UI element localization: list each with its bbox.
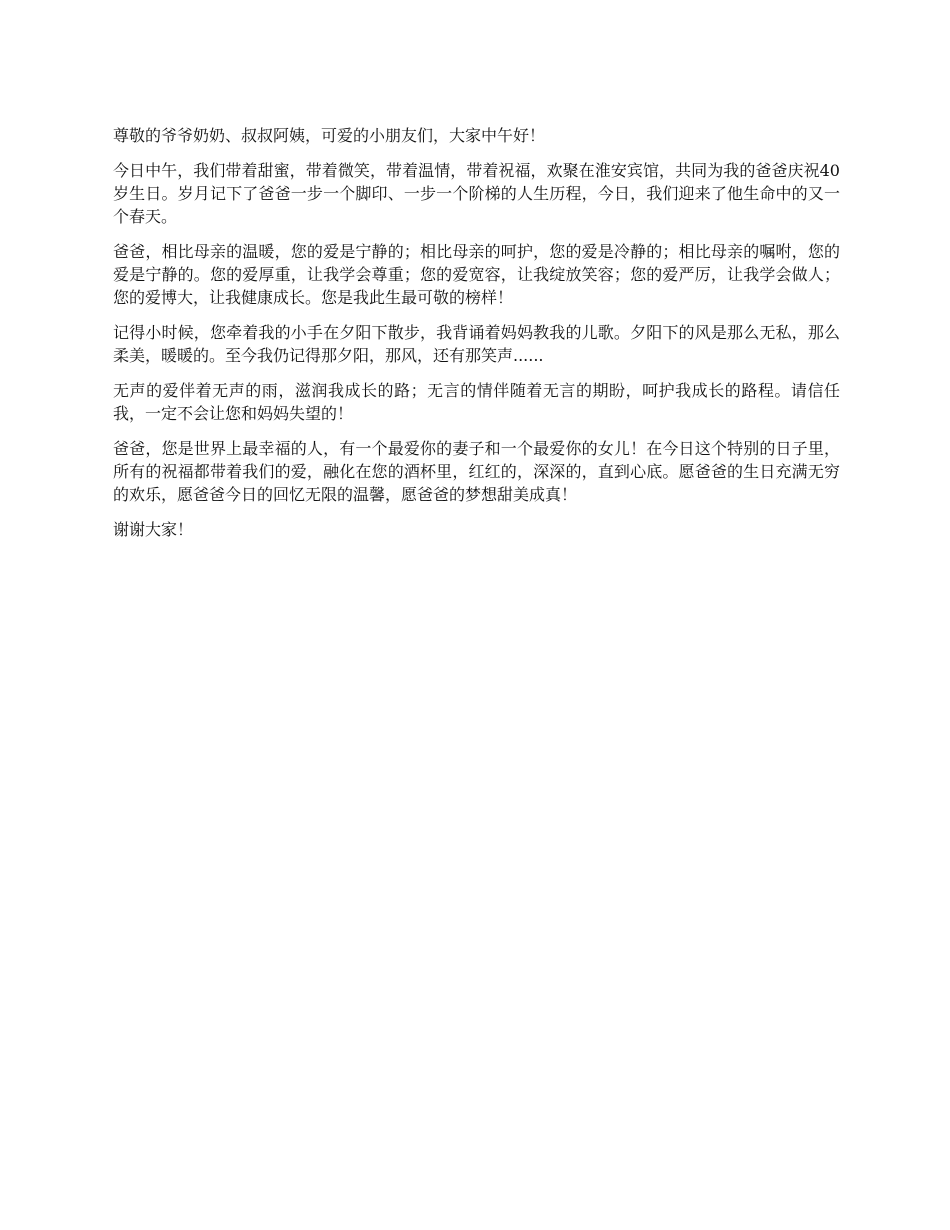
closing-paragraph: 谢谢大家！ xyxy=(113,520,194,539)
document-page xyxy=(113,124,840,553)
blessing-paragraph: 爸爸，您是世界上最幸福的人，有一个最爱你的妻子和一个最爱你的女儿！在今日这个特别的日子里，所有的祝福都带着我们的爱，融化在您的酒杯里，红红的，深深的，直到心底。愿爸爸的生日充满无穷的欢乐，愿爸爸今日的回忆无限的温馨，愿爸爸的梦想甜美成真！ xyxy=(113,439,840,504)
promise-paragraph: 无声的爱伴着无声的雨，滋润我成长的路；无言的情伴随着无言的期盼，呵护我成长的路程。请信任我，一定不会让您和妈妈失望的！ xyxy=(113,381,840,423)
father-love-paragraph: 爸爸，相比母亲的温暖，您的爱是宁静的；相比母亲的呵护，您的爱是冷静的；相比母亲的嘱咐，您的爱是宁静的。您的爱厚重，让我学会尊重；您的爱宽容，让我绽放笑容；您的爱严厉，让我学会做人；您的爱博大，让我健康成长。您是我此生最可敬的榜样！ xyxy=(113,242,840,307)
greeting-paragraph: 尊敬的爷爷奶奶、叔叔阿姨，可爱的小朋友们，大家中午好！ xyxy=(113,126,546,145)
childhood-memory-paragraph: 记得小时候，您牵着我的小手在夕阳下散步，我背诵着妈妈教我的儿歌。夕阳下的风是那么无私，那么柔美，暖暖的。至今我仍记得那夕阳，那风，还有那笑声...... xyxy=(113,323,840,365)
gathering-paragraph: 今日中午，我们带着甜蜜，带着微笑，带着温情，带着祝福，欢聚在淮安宾馆，共同为我的爸爸庆祝40岁生日。岁月记下了爸爸一步一个脚印、一步一个阶梯的人生历程，今日，我们迎来了他生命中的又一个春天。 xyxy=(113,161,840,226)
